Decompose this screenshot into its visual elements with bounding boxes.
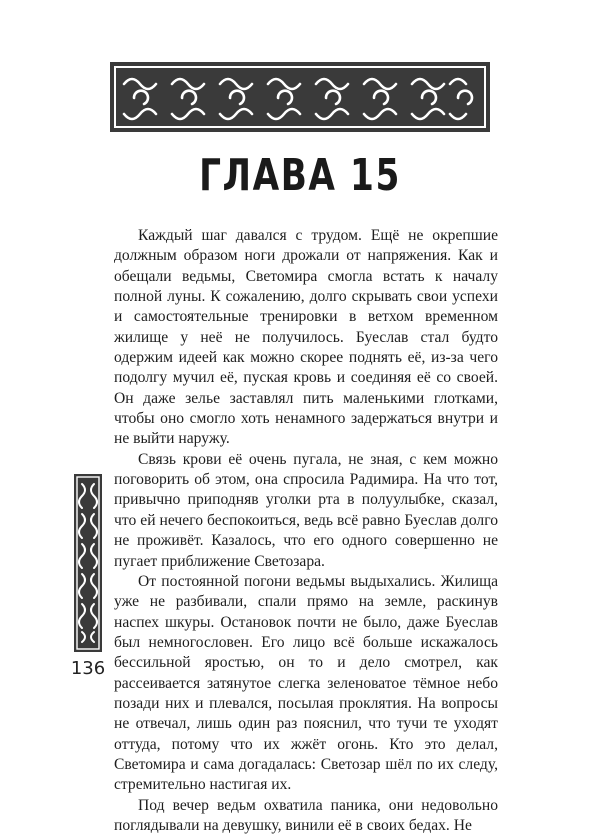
chapter-title: ГЛАВА 15 [199, 150, 401, 201]
top-ornament-icon [110, 62, 490, 132]
paragraph: Под вечер ведьм охватила паника, они недовольно поглядывали на девушку, винили её в своих бедах. Не [114, 796, 498, 834]
paragraph: От постоянной погони ведьмы выдыхались. Жилища уже не разбивали, спали прямо на земле, раскинув наспех шкуры. Остановок почти не было, даже Буеслав был немногословен. Его лицо всё больше искажалось бессильной яростью, он то и дело смотрел, как рассеивается затянутое слегка зеленоватое тёмное небо позади них и плевался, посылая проклятия. На вопросы не отвечал, лишь один раз пояснил, что тучи те уходят оттуда, потому что их жжёт огонь. Кто это делал, Светомира и сама догадалась: Светозар шёл по их следу, стремительно настигая их. [114, 572, 498, 794]
page-number: 136 [70, 658, 106, 679]
paragraph: Связь крови её очень пугала, не зная, с кем можно поговорить об этом, она спросила Радимира. На что тот, привычно приподняв уголки рта в полуулыбке, сказал, что ей нечего беспокоиться, ведь всё равно Буеслав долго не проживёт. Казалось, что его одного совершенно не пугает приближение Светозара. [114, 450, 498, 570]
side-ornament-icon [74, 474, 102, 652]
chapter-body [114, 226, 498, 836]
paragraph: Каждый шаг давался с трудом. Ещё не окрепшие должным образом ноги дрожали от напряжения. Как и обещали ведьмы, Светомира смогла встать к началу полной луны. К сожалению, долго скрывать свои успехи и самостоятельные тренировки в ветхом временном жилище у неё не получилось. Буеслав стал будто одержим идеей как можно скорее поднять её, из-за чего подолгу мучил её, пуская кровь и соединяя её со своей. Он даже зелье заставлял пить маленькими глотками, чтобы оно смогло хоть ненамного задержаться внутри и не выйти наружу. [114, 227, 498, 448]
